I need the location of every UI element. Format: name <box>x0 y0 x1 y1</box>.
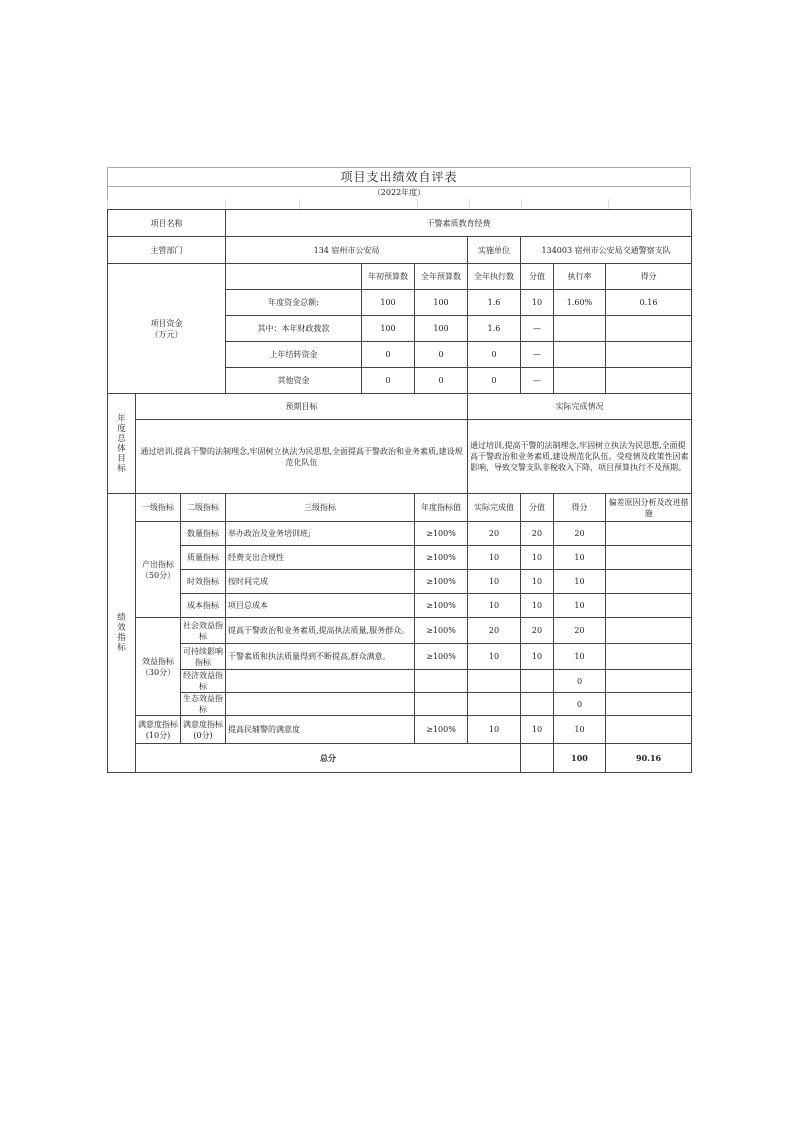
funds-cell: 100 <box>415 316 468 342</box>
header-actual: 实际完成值 <box>468 494 521 522</box>
level2-cell: 满意度指标(0分) <box>181 716 226 744</box>
funds-cell: — <box>521 316 554 342</box>
deviation-cell <box>606 693 692 716</box>
target-cell <box>415 670 468 693</box>
points-cell: 10 <box>521 546 554 570</box>
level2-cell: 数量指标 <box>181 522 226 546</box>
level3-cell: 项目总成本 <box>226 594 415 618</box>
score-cell: 10 <box>554 716 606 744</box>
score-cell: 10 <box>554 644 606 670</box>
funds-cell: — <box>521 342 554 368</box>
target-cell: ≥100% <box>415 522 468 546</box>
funds-header-annual: 全年预算数 <box>415 264 468 290</box>
funds-cell: 1.6 <box>468 290 521 316</box>
indicator-row <box>108 716 692 744</box>
funds-cell <box>606 342 692 368</box>
unit-value: 134003 宿州市公安局交通警察支队 <box>521 237 692 264</box>
evaluation-table <box>107 209 692 773</box>
actual-result-header: 实际完成情况 <box>468 394 692 420</box>
target-cell: ≥100% <box>415 716 468 744</box>
header-points: 分值 <box>521 494 554 522</box>
actual-cell: 20 <box>468 522 521 546</box>
total-label: 总分 <box>136 744 521 773</box>
actual-cell <box>468 670 521 693</box>
funds-row-label: 其他资金 <box>226 368 362 394</box>
goals-side-label <box>108 394 136 494</box>
funds-row-label: 年度资金总额: <box>226 290 362 316</box>
funds-header-score: 得分 <box>606 264 692 290</box>
level2-cell: 可持续影响指标 <box>181 644 226 670</box>
level2-cell: 成本指标 <box>181 594 226 618</box>
funds-header-rate: 执行率 <box>554 264 606 290</box>
target-cell: ≥100% <box>415 644 468 670</box>
department-row <box>108 237 692 264</box>
project-name-label: 项目名称 <box>108 210 226 237</box>
level3-cell: 提高干警政治和业务素质,提高执法质量,服务群众。 <box>226 618 415 644</box>
level3-cell: 干警素质和执法质量得到不断提高,群众满意。 <box>226 644 415 670</box>
goals-content-row <box>108 420 692 494</box>
actual-cell: 10 <box>468 594 521 618</box>
header-deviation: 偏差原因分析及改进措施 <box>606 494 692 522</box>
target-cell: ≥100% <box>415 618 468 644</box>
funds-cell <box>606 368 692 394</box>
score-cell: 20 <box>554 522 606 546</box>
funds-label-text: 项目资金 （万元） <box>150 318 183 339</box>
funds-cell: 0.16 <box>606 290 692 316</box>
actual-cell <box>468 693 521 716</box>
expected-goal-text: 通过培训,提高干警的法制理念,牢固树立执法为民思想,全面提高干警政治和业务素质,建设规范化队伍 <box>136 420 468 494</box>
funds-header-blank <box>226 264 362 290</box>
level2-cell: 时效指标 <box>181 570 226 594</box>
goals-header-row <box>108 394 692 420</box>
deviation-cell <box>606 644 692 670</box>
indicator-row <box>108 594 692 618</box>
funds-header-row <box>108 264 692 290</box>
header-score: 得分 <box>554 494 606 522</box>
total-points: 100 <box>554 744 606 773</box>
indicator-row <box>108 644 692 670</box>
funds-cell: 1.60% <box>554 290 606 316</box>
header-level2: 二级指标 <box>181 494 226 522</box>
indicators-side-label <box>108 494 136 773</box>
funds-cell: 100 <box>362 290 415 316</box>
level3-cell <box>226 670 415 693</box>
target-cell: ≥100% <box>415 594 468 618</box>
self-evaluation-sheet <box>107 167 691 781</box>
funds-cell: 100 <box>415 290 468 316</box>
actual-cell: 10 <box>468 716 521 744</box>
score-cell: 10 <box>554 546 606 570</box>
funds-row-label: 上年结转资金 <box>226 342 362 368</box>
score-cell: 10 <box>554 570 606 594</box>
level2-cell: 社会效益指标 <box>181 618 226 644</box>
level2-cell: 生态效益指标 <box>181 693 226 716</box>
project-name-value: 干警素质教育经费 <box>226 210 692 237</box>
points-cell: 20 <box>521 522 554 546</box>
funds-cell <box>606 316 692 342</box>
goals-side-text: 年度总体目标 <box>117 413 126 474</box>
target-cell: ≥100% <box>415 570 468 594</box>
funds-cell: 0 <box>362 368 415 394</box>
actual-result-text: 通过培训,提高干警的法制理念,牢固树立执法为民思想,全面提高干警政治和业务素质,建设规范化队伍。受疫情及政策性因素影响，导致交警支队非税收入下降，项目预算执行不及预期。 <box>468 420 692 494</box>
funds-row-label: 其中：本年财政拨款 <box>226 316 362 342</box>
actual-cell: 10 <box>468 570 521 594</box>
target-cell: ≥100% <box>415 546 468 570</box>
header-target: 年度指标值 <box>415 494 468 522</box>
funds-cell: 1.6 <box>468 316 521 342</box>
level3-cell: 按时间完成 <box>226 570 415 594</box>
funds-cell: — <box>521 368 554 394</box>
dept-value: 134 宿州市公安局 <box>226 237 468 264</box>
score-cell: 0 <box>554 693 606 716</box>
points-cell: 10 <box>521 570 554 594</box>
sheet-title: 项目支出绩效自评表 <box>107 167 691 187</box>
target-cell <box>415 693 468 716</box>
points-cell: 20 <box>521 618 554 644</box>
level3-cell: 提高民辅警的满意度 <box>226 716 415 744</box>
level2-cell: 经济效益指标 <box>181 670 226 693</box>
points-cell <box>521 670 554 693</box>
unit-label: 实施单位 <box>468 237 521 264</box>
total-blank <box>521 744 554 773</box>
expected-goal-header: 预期目标 <box>136 394 468 420</box>
funds-cell: 0 <box>415 342 468 368</box>
points-cell: 10 <box>521 594 554 618</box>
funds-cell: 0 <box>415 368 468 394</box>
deviation-cell <box>606 670 692 693</box>
project-name-row <box>108 210 692 237</box>
score-cell: 10 <box>554 594 606 618</box>
indicator-row <box>108 570 692 594</box>
funds-cell: 0 <box>362 342 415 368</box>
dept-label: 主管部门 <box>108 237 226 264</box>
level3-cell: 举办政治及业务培训班; <box>226 522 415 546</box>
points-cell <box>521 693 554 716</box>
funds-cell <box>554 368 606 394</box>
funds-label <box>108 264 226 394</box>
satisfaction-group-label: 满意度指标(10分) <box>136 716 181 744</box>
funds-cell <box>554 342 606 368</box>
deviation-cell <box>606 546 692 570</box>
indicator-row <box>108 670 692 693</box>
deviation-cell <box>606 522 692 546</box>
sheet-year: （2022年度） <box>107 187 691 199</box>
deviation-cell <box>606 570 692 594</box>
points-cell: 10 <box>521 716 554 744</box>
total-score: 90.16 <box>606 744 692 773</box>
deviation-cell <box>606 716 692 744</box>
funds-cell: 0 <box>468 368 521 394</box>
funds-cell <box>554 316 606 342</box>
header-level3: 三级指标 <box>226 494 415 522</box>
score-cell: 20 <box>554 618 606 644</box>
indicator-row <box>108 522 692 546</box>
output-group-label: 产出指标（50分） <box>136 522 181 618</box>
total-row <box>108 744 692 773</box>
indicator-row <box>108 618 692 644</box>
funds-header-initial: 年初预算数 <box>362 264 415 290</box>
funds-cell: 0 <box>468 342 521 368</box>
level2-cell: 质量指标 <box>181 546 226 570</box>
funds-header-points: 分值 <box>521 264 554 290</box>
deviation-cell <box>606 594 692 618</box>
funds-cell: 100 <box>362 316 415 342</box>
indicator-row <box>108 693 692 716</box>
funds-header-executed: 全年执行数 <box>468 264 521 290</box>
actual-cell: 20 <box>468 618 521 644</box>
actual-cell: 10 <box>468 644 521 670</box>
funds-cell: 10 <box>521 290 554 316</box>
level3-cell <box>226 693 415 716</box>
level3-cell: 经费支出合规性 <box>226 546 415 570</box>
score-cell: 0 <box>554 670 606 693</box>
benefit-group-label: 效益指标（30分） <box>136 618 181 716</box>
indicator-header-row <box>108 494 692 522</box>
actual-cell: 10 <box>468 546 521 570</box>
points-cell: 10 <box>521 644 554 670</box>
deviation-cell <box>606 618 692 644</box>
header-level1: 一级指标 <box>136 494 181 522</box>
indicators-side-text: 绩效指标 <box>117 613 126 653</box>
indicator-row <box>108 546 692 570</box>
